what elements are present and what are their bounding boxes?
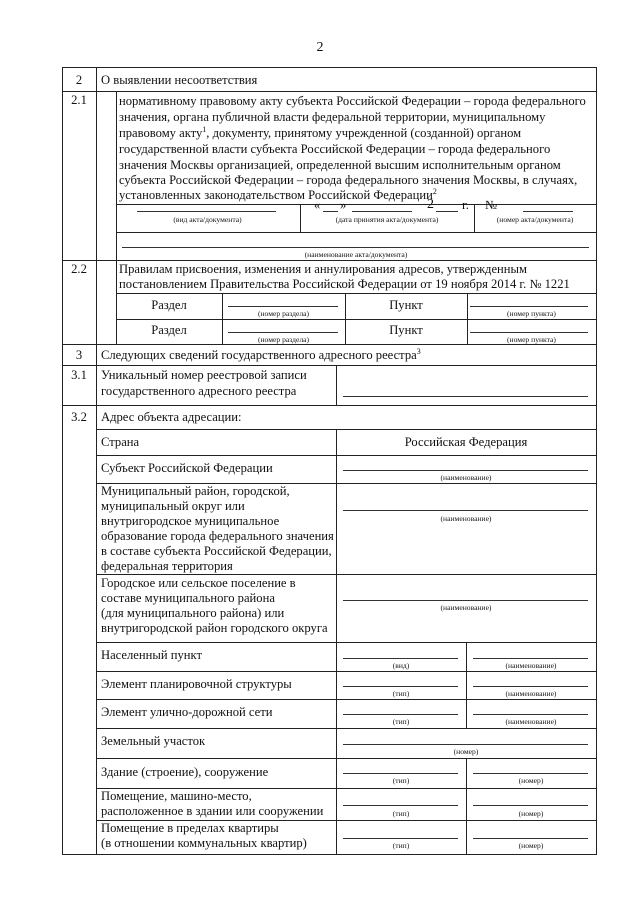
country-label: Страна bbox=[101, 435, 140, 449]
building-number-field[interactable] bbox=[473, 773, 588, 774]
text-line: Уникальный номер реестровой записи bbox=[101, 368, 307, 382]
text-line: Городское или сельское поселение в bbox=[101, 576, 296, 590]
text-line: Помещение в пределах квартиры bbox=[101, 821, 279, 835]
apartment-type-field[interactable] bbox=[343, 838, 458, 839]
building-type-caption: (тип) bbox=[392, 776, 410, 785]
table-border-top bbox=[62, 67, 597, 68]
point-number-caption: (номер пункта) bbox=[507, 335, 556, 344]
section-number-field[interactable] bbox=[228, 332, 338, 333]
year-prefix: 2 bbox=[427, 197, 434, 212]
planning-structure-label: Элемент планировочной структуры bbox=[101, 677, 292, 691]
row-divider bbox=[96, 728, 597, 729]
text-line: правовому акту bbox=[119, 126, 203, 140]
date-close-quote: » bbox=[340, 198, 347, 212]
row-divider bbox=[96, 455, 597, 456]
row-divider bbox=[96, 758, 597, 759]
row-divider bbox=[116, 204, 597, 205]
land-plot-label: Земельный участок bbox=[101, 734, 206, 748]
act-number-caption: (номер акта/документа) bbox=[496, 215, 574, 224]
country-value: Российская Федерация bbox=[404, 435, 528, 449]
table-border-bottom bbox=[62, 854, 597, 855]
text-line: значения Москвы организацией, определенной высшим исполнительным органом bbox=[119, 158, 561, 172]
text-line: Муниципальный район, городской, bbox=[101, 484, 290, 498]
page-number: 2 bbox=[316, 40, 324, 55]
locality-name-field[interactable] bbox=[473, 658, 588, 659]
planning-name-field[interactable] bbox=[473, 686, 588, 687]
value-column-divider bbox=[466, 758, 467, 854]
planning-type-field[interactable] bbox=[343, 686, 458, 687]
building-number-caption: (номер) bbox=[518, 776, 544, 785]
building-label: Здание (строение), сооружение bbox=[101, 765, 269, 779]
row-divider bbox=[96, 574, 597, 575]
planning-type-caption: (тип) bbox=[392, 689, 410, 698]
date-year-field[interactable] bbox=[436, 211, 458, 212]
point-label: Пункт bbox=[389, 323, 423, 337]
text-line: муниципальный округ или bbox=[101, 499, 245, 513]
text-line: установленных законодательством Российской Федерации bbox=[119, 188, 433, 202]
apartment-number-caption: (номер) bbox=[518, 841, 544, 850]
row-2-title: О выявлении несоответствия bbox=[101, 73, 258, 87]
row-divider bbox=[116, 293, 597, 294]
row-divider bbox=[62, 344, 597, 345]
text-line: нормативному правовому акту субъекта Российской Федерации – города федерального bbox=[119, 94, 586, 108]
row-3-2-title: Адрес объекта адресации: bbox=[101, 410, 242, 424]
row-divider bbox=[96, 642, 597, 643]
table-border-left bbox=[62, 67, 63, 854]
row-divider bbox=[96, 429, 597, 430]
row-divider bbox=[96, 699, 597, 700]
premises-number-caption: (номер) bbox=[518, 809, 544, 818]
act-name-field[interactable] bbox=[122, 247, 589, 248]
row-2-1-number: 2.1 bbox=[71, 93, 87, 107]
premises-number-field[interactable] bbox=[473, 805, 588, 806]
row-3-number: 3 bbox=[75, 348, 83, 362]
text-line: государственного адресного реестра bbox=[101, 384, 297, 398]
text-line: , документу, принятому учрежденной (созданной) органом bbox=[206, 126, 522, 140]
registry-number-field[interactable] bbox=[343, 396, 588, 397]
date-caption: (дата принятия акта/документа) bbox=[335, 215, 439, 224]
premises-type-caption: (тип) bbox=[392, 809, 410, 818]
subject-name-field[interactable] bbox=[343, 470, 588, 471]
planning-name-caption: (наименование) bbox=[505, 689, 557, 698]
building-type-field[interactable] bbox=[343, 773, 458, 774]
text-line: государственной власти субъекта Российской Федерации – города федерального bbox=[119, 142, 551, 156]
locality-kind-field[interactable] bbox=[343, 658, 458, 659]
act-number-field[interactable] bbox=[523, 211, 573, 212]
locality-label: Населенный пункт bbox=[101, 648, 202, 662]
text-line: образование города федерального значения bbox=[101, 529, 334, 543]
street-type-field[interactable] bbox=[343, 714, 458, 715]
text-line: внутригородское муниципальное bbox=[101, 514, 280, 528]
apartment-number-field[interactable] bbox=[473, 838, 588, 839]
row-2-2-number: 2.2 bbox=[71, 262, 87, 276]
row-divider bbox=[116, 232, 597, 233]
num-column-divider bbox=[96, 67, 97, 854]
year-suffix: г. bbox=[462, 198, 469, 212]
point-label: Пункт bbox=[389, 298, 423, 312]
row-divider bbox=[96, 671, 597, 672]
premises-type-field[interactable] bbox=[343, 805, 458, 806]
section-label: Раздел bbox=[151, 298, 187, 312]
point-number-field[interactable] bbox=[470, 306, 588, 307]
row-3-title: Следующих сведений государственного адресного реестра bbox=[101, 348, 417, 362]
row-divider bbox=[62, 365, 597, 366]
municipal-name-field[interactable] bbox=[343, 510, 588, 511]
act-name-caption: (наименование акта/документа) bbox=[304, 250, 408, 259]
section-label: Раздел bbox=[151, 323, 187, 337]
act-type-field[interactable] bbox=[137, 211, 276, 212]
street-network-label: Элемент улично-дорожной сети bbox=[101, 705, 273, 719]
text-line: в составе субъекта Российской Федерации, bbox=[101, 544, 332, 558]
date-day-field[interactable] bbox=[323, 211, 338, 212]
street-name-caption: (наименование) bbox=[505, 717, 557, 726]
text-line: (для муниципального района) или bbox=[101, 606, 285, 620]
subject-caption: (наименование) bbox=[440, 473, 492, 482]
text-line: составе муниципального района bbox=[101, 591, 275, 605]
street-type-caption: (тип) bbox=[392, 717, 410, 726]
date-month-field[interactable] bbox=[352, 211, 412, 212]
land-number-field[interactable] bbox=[343, 744, 588, 745]
row-divider bbox=[62, 260, 597, 261]
street-name-field[interactable] bbox=[473, 714, 588, 715]
section-number-caption: (номер раздела) bbox=[257, 309, 310, 318]
footnote-marker: 3 bbox=[416, 346, 421, 356]
row-divider bbox=[62, 405, 597, 406]
text-line: федеральная территория bbox=[101, 559, 233, 573]
row-2-number: 2 bbox=[75, 73, 83, 87]
subject-label: Субъект Российской Федерации bbox=[101, 461, 273, 475]
row-divider bbox=[116, 319, 597, 320]
text-line: расположенное в здании или сооружении bbox=[101, 804, 324, 818]
point-number-caption: (номер пункта) bbox=[507, 309, 556, 318]
row-divider bbox=[62, 91, 597, 92]
apartment-type-caption: (тип) bbox=[392, 841, 410, 850]
locality-kind-caption: (вид) bbox=[392, 661, 410, 670]
text-line: значения, органа публичной власти федеральной территории, муниципальному bbox=[119, 110, 546, 124]
section-number-field[interactable] bbox=[228, 306, 338, 307]
settlement-caption: (наименование) bbox=[440, 603, 492, 612]
row-3-2-number: 3.2 bbox=[71, 410, 87, 424]
text-line: Правилам присвоения, изменения и аннулирования адресов, утвержденным bbox=[119, 262, 527, 276]
settlement-name-field[interactable] bbox=[343, 600, 588, 601]
section-number-caption: (номер раздела) bbox=[257, 335, 310, 344]
text-line: внутригородской район городского округа bbox=[101, 621, 328, 635]
municipal-caption: (наименование) bbox=[440, 514, 492, 523]
footnote-marker: 2 bbox=[432, 186, 437, 196]
act-type-caption: (вид акта/документа) bbox=[173, 215, 242, 224]
text-line: Помещение, машино-место, bbox=[101, 789, 252, 803]
cell-divider bbox=[336, 365, 337, 405]
value-column-divider bbox=[466, 642, 467, 728]
footnote-marker: 1 bbox=[202, 124, 207, 134]
table-border-right bbox=[596, 67, 597, 854]
text-line: постановлением Правительства Российской Федерации от 19 ноября 2014 г. № 1221 bbox=[119, 277, 570, 291]
locality-name-caption: (наименование) bbox=[505, 661, 557, 670]
date-open-quote: « bbox=[314, 198, 321, 212]
indent-divider bbox=[116, 91, 117, 260]
text-line: (в отношении коммунальных квартир) bbox=[101, 836, 307, 850]
land-number-caption: (номер) bbox=[453, 747, 479, 756]
row-3-1-number: 3.1 bbox=[71, 368, 87, 382]
point-number-field[interactable] bbox=[470, 332, 588, 333]
text-line: субъекта Российской Федерации – города федерального значения Москвы, в случаях, bbox=[119, 173, 578, 187]
number-sign: № bbox=[485, 198, 498, 212]
